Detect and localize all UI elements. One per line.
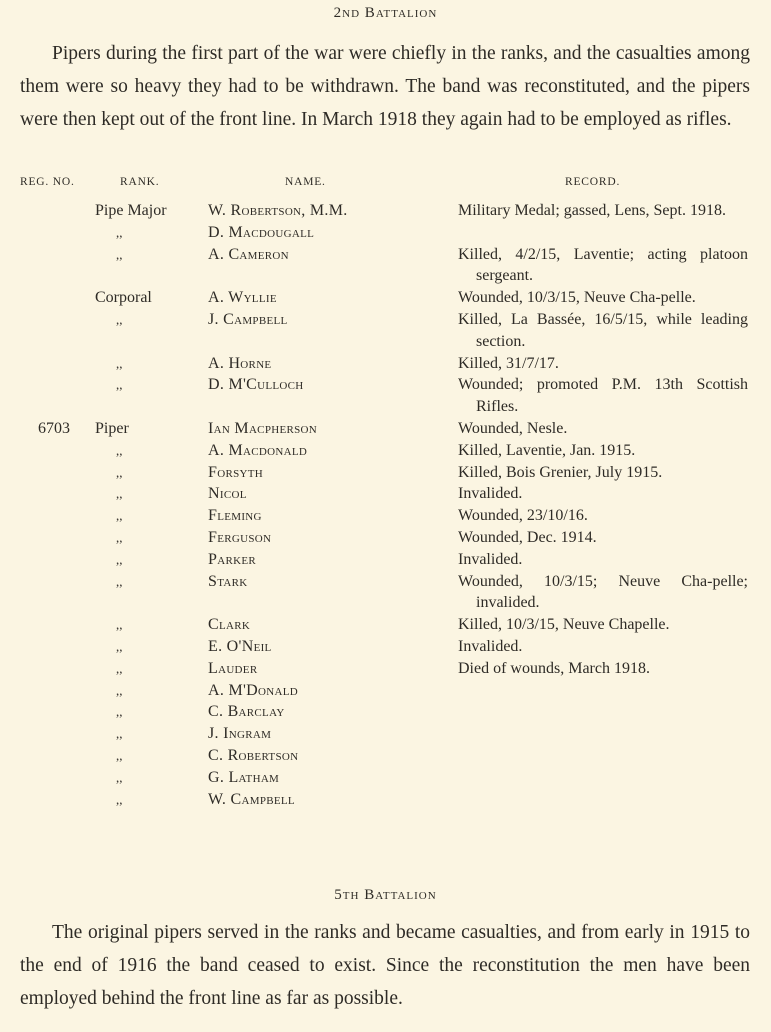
table-row <box>0 374 771 418</box>
table-row <box>0 723 771 745</box>
name-cell: J. Ingram <box>208 725 272 743</box>
table-row <box>0 353 771 375</box>
table-row <box>0 745 771 767</box>
rank-cell: ,, <box>116 682 123 698</box>
record-cell: Wounded, Nesle. <box>458 419 568 437</box>
rank-cell: ,, <box>116 246 123 262</box>
record-cell <box>458 680 748 702</box>
record-cell <box>458 222 748 244</box>
name-cell: W. Robertson, M.M. <box>208 202 348 219</box>
record-cell: Killed, 4/2/15, Laventie; acting platoon sergeant. <box>458 245 748 285</box>
header-reg-no: REG. NO. <box>20 176 75 188</box>
header-record: RECORD. <box>565 176 621 188</box>
record-cell: Invalided. <box>458 550 523 568</box>
name-cell: Lauder <box>208 659 258 677</box>
table-row <box>0 483 771 505</box>
record-cell: Wounded, 10/3/15; Neuve Cha-pelle; invalided. <box>458 572 748 612</box>
table-row <box>0 680 771 702</box>
rank-cell: ,, <box>116 464 123 480</box>
section-paragraph-2nd-battalion: Pipers during the first part of the war were chiefly in the ranks, and the casualties among them were so heavy they had to be withdrawn. The band was reconstituted, and the pipers were then kept out of the front line. In March 1918 they again had to be employed as rifles. <box>20 43 750 130</box>
rank-cell: ,, <box>116 726 123 742</box>
name-cell: G. Latham <box>208 768 280 786</box>
rank-cell: Pipe Major <box>95 202 167 219</box>
name-cell: D. M'Culloch <box>208 376 304 394</box>
rank-cell: ,, <box>116 638 123 654</box>
name-cell: Forsyth <box>208 463 264 481</box>
rank-cell: ,, <box>116 442 123 458</box>
table-row <box>0 462 771 484</box>
table-body <box>0 200 771 810</box>
record-cell <box>458 723 748 745</box>
name-cell: A. Macdonald <box>208 441 308 459</box>
section-paragraph-5th-battalion: The original pipers served in the ranks and became casualties, and from early in 1915 to the end of 1916 the band ceased to exist. Since the reconstitution the men have been employed behind the front line as far as possible. <box>20 922 750 1009</box>
table-row <box>0 287 771 309</box>
table-row <box>0 614 771 636</box>
name-cell: E. O'Neil <box>208 637 272 655</box>
record-cell: Invalided. <box>458 485 523 503</box>
table-row <box>0 571 771 615</box>
rank-cell: ,, <box>116 355 123 371</box>
name-cell: Clark <box>208 616 251 634</box>
record-cell: Died of wounds, March 1918. <box>458 659 650 677</box>
record-cell: Wounded, 10/3/15, Neuve Cha-pelle. <box>458 289 696 307</box>
rank-cell: ,, <box>116 617 123 633</box>
name-cell: C. Robertson <box>208 746 299 764</box>
rank-cell: ,, <box>116 551 123 567</box>
rank-cell: ,, <box>116 224 123 240</box>
record-cell: Killed, Laventie, Jan. 1915. <box>458 441 636 459</box>
name-cell: Parker <box>208 550 256 568</box>
section-heading-2nd-battalion: 2nd Battalion <box>333 5 438 21</box>
record-cell: Killed, 10/3/15, Neuve Chapelle. <box>458 616 670 634</box>
rank-cell: Corporal <box>95 289 152 307</box>
rank-cell: ,, <box>116 529 123 545</box>
record-cell: Killed, La Bassée, 16/5/15, while leading section. <box>458 310 748 350</box>
table-row <box>0 527 771 549</box>
table-row <box>0 549 771 571</box>
rank-cell: Piper <box>95 419 129 437</box>
record-cell: Invalided. <box>458 637 523 655</box>
table-row <box>0 701 771 723</box>
table-row <box>0 505 771 527</box>
header-name: NAME. <box>285 176 326 188</box>
header-rank: RANK. <box>120 176 160 188</box>
name-cell: W. Campbell <box>208 790 295 808</box>
table-row <box>0 309 771 353</box>
record-cell: Killed, Bois Grenier, July 1915. <box>458 463 663 481</box>
record-cell: Wounded, Dec. 1914. <box>458 528 597 546</box>
record-cell: Wounded; promoted P.M. 13th Scottish Rifles. <box>458 376 748 416</box>
name-cell: A. Cameron <box>208 245 289 263</box>
name-cell: Nicol <box>208 485 247 503</box>
reg-no-cell: 6703 <box>38 419 70 437</box>
name-cell: A. Horne <box>208 354 272 372</box>
rank-cell: ,, <box>116 747 123 763</box>
table-row <box>0 222 771 244</box>
record-cell: Killed, 31/7/17. <box>458 354 559 372</box>
table-row <box>0 418 771 440</box>
name-cell: D. Macdougall <box>208 223 315 241</box>
table-row <box>0 789 771 811</box>
name-cell: Fleming <box>208 507 262 525</box>
rank-cell: ,, <box>116 769 123 785</box>
name-cell: Ferguson <box>208 528 272 546</box>
record-cell <box>458 789 748 811</box>
section-heading-5th-battalion: 5th Battalion <box>334 887 437 903</box>
record-cell <box>458 767 748 789</box>
table-row <box>0 244 771 288</box>
record-cell <box>458 701 748 723</box>
rank-cell: ,, <box>116 573 123 589</box>
name-cell: J. Campbell <box>208 310 288 328</box>
rank-cell: ,, <box>116 486 123 502</box>
rank-cell: ,, <box>116 508 123 524</box>
rank-cell: ,, <box>116 791 123 807</box>
name-cell: A. M'Donald <box>208 681 299 699</box>
rank-cell: ,, <box>116 311 123 327</box>
name-cell: C. Barclay <box>208 703 285 721</box>
rank-cell: ,, <box>116 377 123 393</box>
table-row <box>0 636 771 658</box>
table-row <box>0 767 771 789</box>
name-cell: Ian Macpherson <box>208 419 318 437</box>
rank-cell: ,, <box>116 660 123 676</box>
table-row <box>0 658 771 680</box>
table-row <box>0 440 771 462</box>
name-cell: A. Wyllie <box>208 289 277 307</box>
table-row <box>0 200 771 222</box>
name-cell: Stark <box>208 572 248 590</box>
record-cell <box>458 745 748 767</box>
rank-cell: ,, <box>116 704 123 720</box>
record-cell: Wounded, 23/10/16. <box>458 507 588 525</box>
table-header <box>0 176 771 200</box>
record-cell: Military Medal; gassed, Lens, Sept. 1918. <box>458 202 726 219</box>
pipers-table <box>0 176 771 810</box>
